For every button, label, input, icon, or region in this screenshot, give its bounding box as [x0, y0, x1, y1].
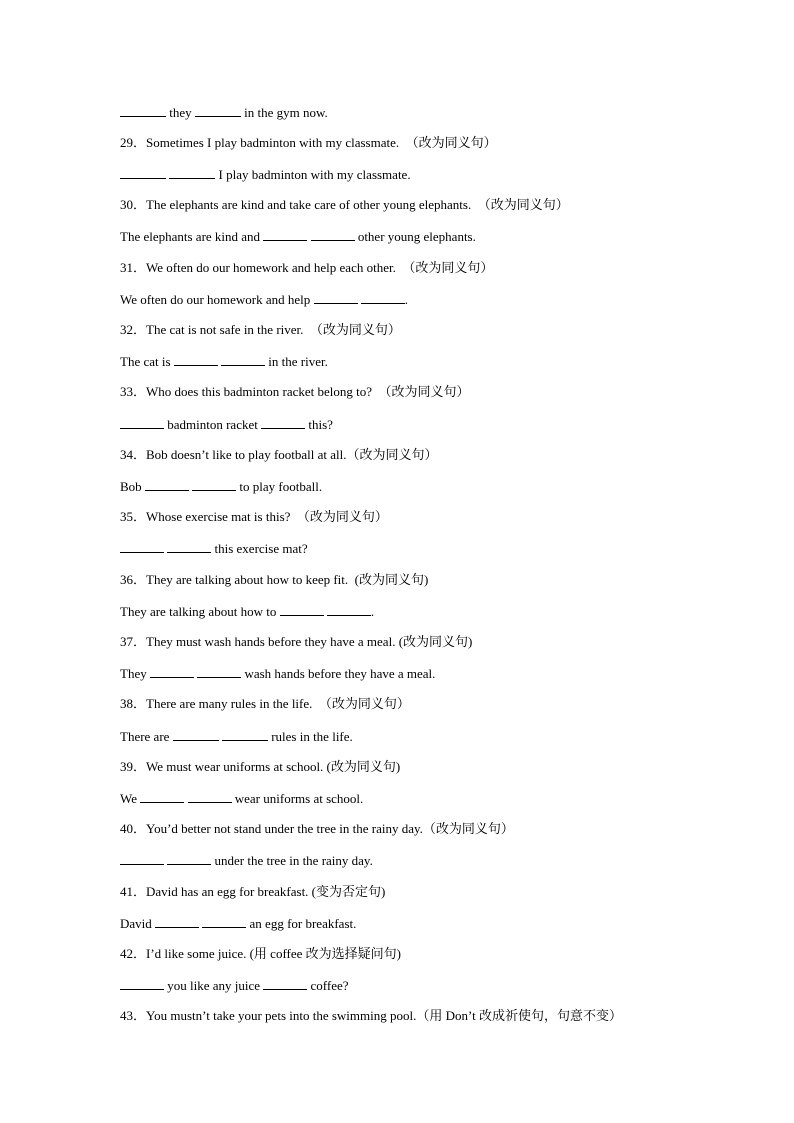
- answer-line-28: [120, 101, 764, 123]
- answer-blank[interactable]: [221, 350, 265, 366]
- answer-text: in the river.: [265, 354, 328, 369]
- answer-blank[interactable]: [261, 413, 305, 429]
- answer-text: this exercise mat?: [211, 541, 308, 556]
- question-38: 38．There are many rules in the life. （改为同义句）: [120, 696, 410, 711]
- answer-text: .: [404, 292, 409, 307]
- question-39: 39．We must wear uniforms at school. (改为同义句): [120, 759, 401, 774]
- answer-line-33: [120, 413, 764, 435]
- answer-blank[interactable]: [174, 350, 218, 366]
- answer-line-38: [120, 725, 764, 747]
- answer-text: I play badminton with my classmate.: [215, 167, 411, 182]
- question-35: 35．Whose exercise mat is this? （改为同义句）: [120, 509, 388, 524]
- answer-line-42: [120, 974, 764, 996]
- answer-text: this?: [305, 417, 333, 432]
- answer-line-41: [120, 912, 764, 934]
- answer-text: The cat is: [120, 354, 174, 369]
- question-34: 34．Bob doesn’t like to play football at all.（改为同义句）: [120, 447, 438, 462]
- answer-blank[interactable]: [120, 101, 166, 117]
- answer-text: Bob: [120, 479, 145, 494]
- answer-text: they: [166, 105, 195, 120]
- answer-blank[interactable]: [150, 662, 194, 678]
- question-42: 42．I’d like some juice. (用 coffee 改为选择疑问句): [120, 946, 401, 961]
- answer-blank[interactable]: [311, 225, 355, 241]
- answer-blank[interactable]: [195, 101, 241, 117]
- answer-blank[interactable]: [327, 600, 371, 616]
- question-43: 43．You mustn’t take your pets into the swimming pool.（用 Don’t 改成祈使句，句意不变）: [120, 1008, 622, 1023]
- answer-text: wear uniforms at school.: [231, 791, 364, 806]
- answer-text: rules in the life.: [267, 729, 353, 744]
- answer-blank[interactable]: [167, 849, 211, 865]
- answer-blank[interactable]: [222, 725, 268, 741]
- answer-text: They are talking about how to: [120, 604, 280, 619]
- question-41: 41．David has an egg for breakfast. (变为否定句): [120, 884, 386, 899]
- answer-blank[interactable]: [280, 600, 324, 616]
- answer-line-34: [120, 475, 764, 497]
- answer-blank[interactable]: [120, 537, 164, 553]
- answer-text: coffee?: [307, 978, 349, 993]
- answer-blank[interactable]: [173, 725, 219, 741]
- answer-blank[interactable]: [263, 225, 307, 241]
- answer-blank[interactable]: [202, 912, 246, 928]
- question-37: 37．They must wash hands before they have a meal. (改为同义句): [120, 634, 473, 649]
- answer-line-32: [120, 350, 764, 372]
- answer-blank[interactable]: [140, 787, 184, 803]
- answer-blank[interactable]: [188, 787, 232, 803]
- answer-blank[interactable]: [155, 912, 199, 928]
- answer-text: There are: [120, 729, 173, 744]
- answer-text: to play football.: [236, 479, 323, 494]
- answer-text: you like any juice: [164, 978, 264, 993]
- answer-text: They: [120, 666, 150, 681]
- answer-blank[interactable]: [314, 288, 358, 304]
- answer-blank[interactable]: [145, 475, 189, 491]
- answer-text: in the gym now.: [240, 105, 328, 120]
- answer-blank[interactable]: [361, 288, 405, 304]
- answer-line-30: [120, 225, 764, 247]
- answer-text: badminton racket: [164, 417, 262, 432]
- question-36: 36．They are talking about how to keep fit. (改为同义句): [120, 572, 429, 587]
- answer-line-29: [120, 163, 764, 185]
- answer-text: We often do our homework and help: [120, 292, 314, 307]
- answer-text: an egg for breakfast.: [246, 916, 357, 931]
- answer-blank[interactable]: [120, 849, 164, 865]
- answer-text: under the tree in the rainy day.: [211, 853, 373, 868]
- answer-text: David: [120, 916, 156, 931]
- answer-blank[interactable]: [169, 163, 215, 179]
- answer-blank[interactable]: [120, 413, 164, 429]
- answer-line-40: [120, 849, 764, 871]
- question-32: 32．The cat is not safe in the river. （改为同义句）: [120, 322, 401, 337]
- answer-line-37: [120, 662, 764, 684]
- question-40: 40．You’d better not stand under the tree in the rainy day.（改为同义句）: [120, 821, 514, 836]
- answer-text: wash hands before they have a meal.: [241, 666, 436, 681]
- answer-blank[interactable]: [167, 537, 211, 553]
- answer-line-31: [120, 288, 764, 310]
- answer-blank[interactable]: [192, 475, 236, 491]
- answer-text: other young elephants.: [354, 229, 476, 244]
- answer-blank[interactable]: [120, 974, 164, 990]
- question-30: 30．The elephants are kind and take care of other young elephants. （改为同义句）: [120, 197, 569, 212]
- answer-text: .: [370, 604, 375, 619]
- answer-blank[interactable]: [263, 974, 307, 990]
- question-29: 29．Sometimes I play badminton with my classmate. （改为同义句）: [120, 135, 497, 150]
- answer-line-36: [120, 600, 764, 622]
- answer-blank[interactable]: [197, 662, 241, 678]
- answer-blank[interactable]: [120, 163, 166, 179]
- question-33: 33．Who does this badminton racket belong to? （改为同义句）: [120, 384, 470, 399]
- question-31: 31．We often do our homework and help each other. （改为同义句）: [120, 260, 494, 275]
- answer-text: The elephants are kind and: [120, 229, 264, 244]
- answer-line-39: [120, 787, 764, 809]
- answer-text: We: [120, 791, 141, 806]
- answer-line-35: [120, 537, 764, 559]
